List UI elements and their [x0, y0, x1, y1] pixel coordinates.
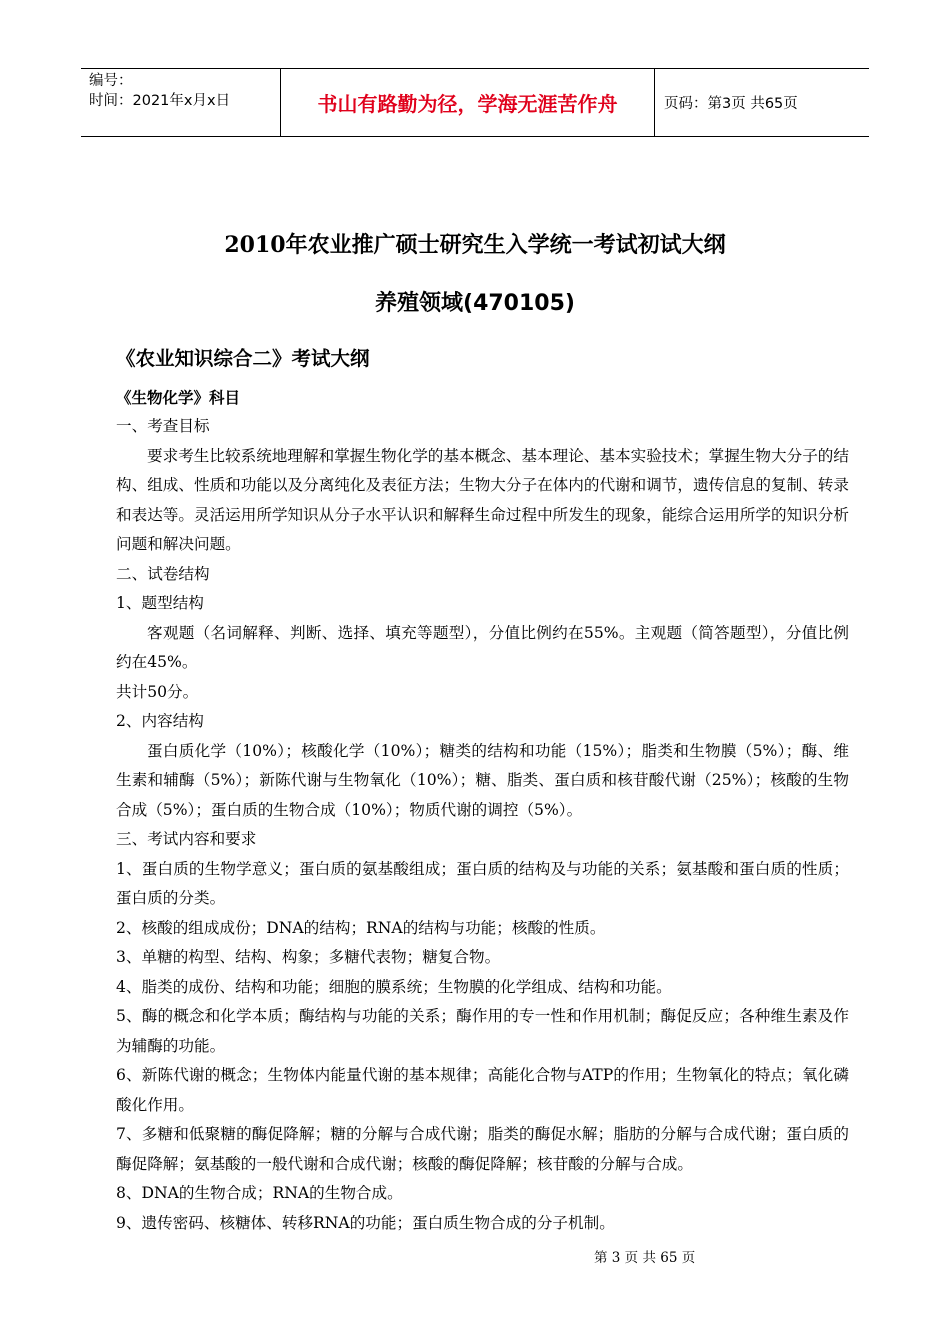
motto: 书山有路勤为径，学海无涯苦作舟 [280, 69, 655, 136]
header-table [81, 68, 869, 137]
heading-objectives: 一、考查目标 [116, 417, 210, 435]
document-title: 2010年农业推广硕士研究生入学统一考试初试大纲 [224, 232, 726, 258]
date-label: 时间：2021年x月x日 [89, 93, 231, 109]
list-item: 7、多糖和低聚糖的酶促降解；糖的分解与合成代谢；脂类的酶促水解；脂肪的分解与合成代谢；蛋白质的酶促降解；氨基酸的一般代谢和合成代谢；核酸的酶促降解；核苷酸的分解与合成。 [116, 1125, 849, 1173]
list-item: 8、DNA的生物合成；RNA的生物合成。 [116, 1184, 403, 1202]
list-item: 4、脂类的成份、结构和功能；细胞的膜系统；生物膜的化学组成、结构和功能。 [116, 977, 672, 996]
header-left-cell [81, 69, 280, 136]
page-info: 页码：第3页 共65页 [664, 96, 798, 112]
list-item: 1、蛋白质的生物学意义；蛋白质的氨基酸组成；蛋白质的结构及与功能的关系；氨基酸和蛋白质的性质；蛋白质的分类。 [116, 859, 849, 907]
list-item: 5、酶的概念和化学本质；酶结构与功能的关系；酶作用的专一性和作用机制；酶促反应；各种维生素及作为辅酶的功能。 [116, 1007, 849, 1055]
paragraph-content-structure: 蛋白质化学（10%）；核酸化学（10%）；糖类的结构和功能（15%）；脂类和生物膜（5%）；酶、维生素和辅酶（5%）；新陈代谢与生物氧化（10%）；糖、脂类、蛋白质和核苷酸代谢（25%）；核酸的生物合成（5%）；蛋白质的生物合成（10%）；物质代谢的调控（5%）。 [116, 741, 849, 819]
heading-content-structure: 2、内容结构 [116, 712, 204, 730]
list-item: 2、核酸的组成成份；DNA的结构；RNA的结构与功能；核酸的性质。 [116, 918, 606, 937]
list-item: 3、单糖的构型、结构、构象；多糖代表物；糖复合物。 [116, 948, 501, 966]
page-footer: 第 3 页 共 65 页 [594, 1250, 696, 1266]
document-subtitle: 养殖领域(470105) [375, 291, 575, 316]
number-label: 编号： [89, 73, 133, 89]
document-body [116, 412, 849, 1238]
subject-title: 《生物化学》科目 [116, 389, 241, 407]
heading-exam-content: 三、考试内容和要求 [116, 830, 257, 848]
paragraph-question-types: 客观题（名词解释、判断、选择、填充等题型），分值比例约在55%。主观题（简答题型），分值比例约在45%。 [116, 623, 849, 671]
heading-question-types: 1、题型结构 [116, 594, 204, 612]
paragraph-objectives: 要求考生比较系统地理解和掌握生物化学的基本概念、基本理论、基本实验技术；掌握生物大分子的结构、组成、性质和功能以及分离纯化及表征方法；生物大分子在体内的代谢和调节，遗传信息的复制、转录和表达等。灵活运用所学知识从分子水平认识和解释生命过程中所发生的现象，能综合运用所学的知识分析问题和解决问题。 [116, 446, 849, 553]
list-item: 6、新陈代谢的概念；生物体内能量代谢的基本规律；高能化合物与ATP的作用；生物氧化的特点；氧化磷酸化作用。 [116, 1066, 849, 1114]
list-item: 9、遗传密码、核糖体、转移RNA的功能；蛋白质生物合成的分子机制。 [116, 1213, 615, 1232]
section-title: 《农业知识综合二》考试大纲 [116, 347, 370, 370]
paragraph-total-score: 共计50分。 [116, 682, 199, 701]
heading-paper-structure: 二、试卷结构 [116, 564, 210, 583]
